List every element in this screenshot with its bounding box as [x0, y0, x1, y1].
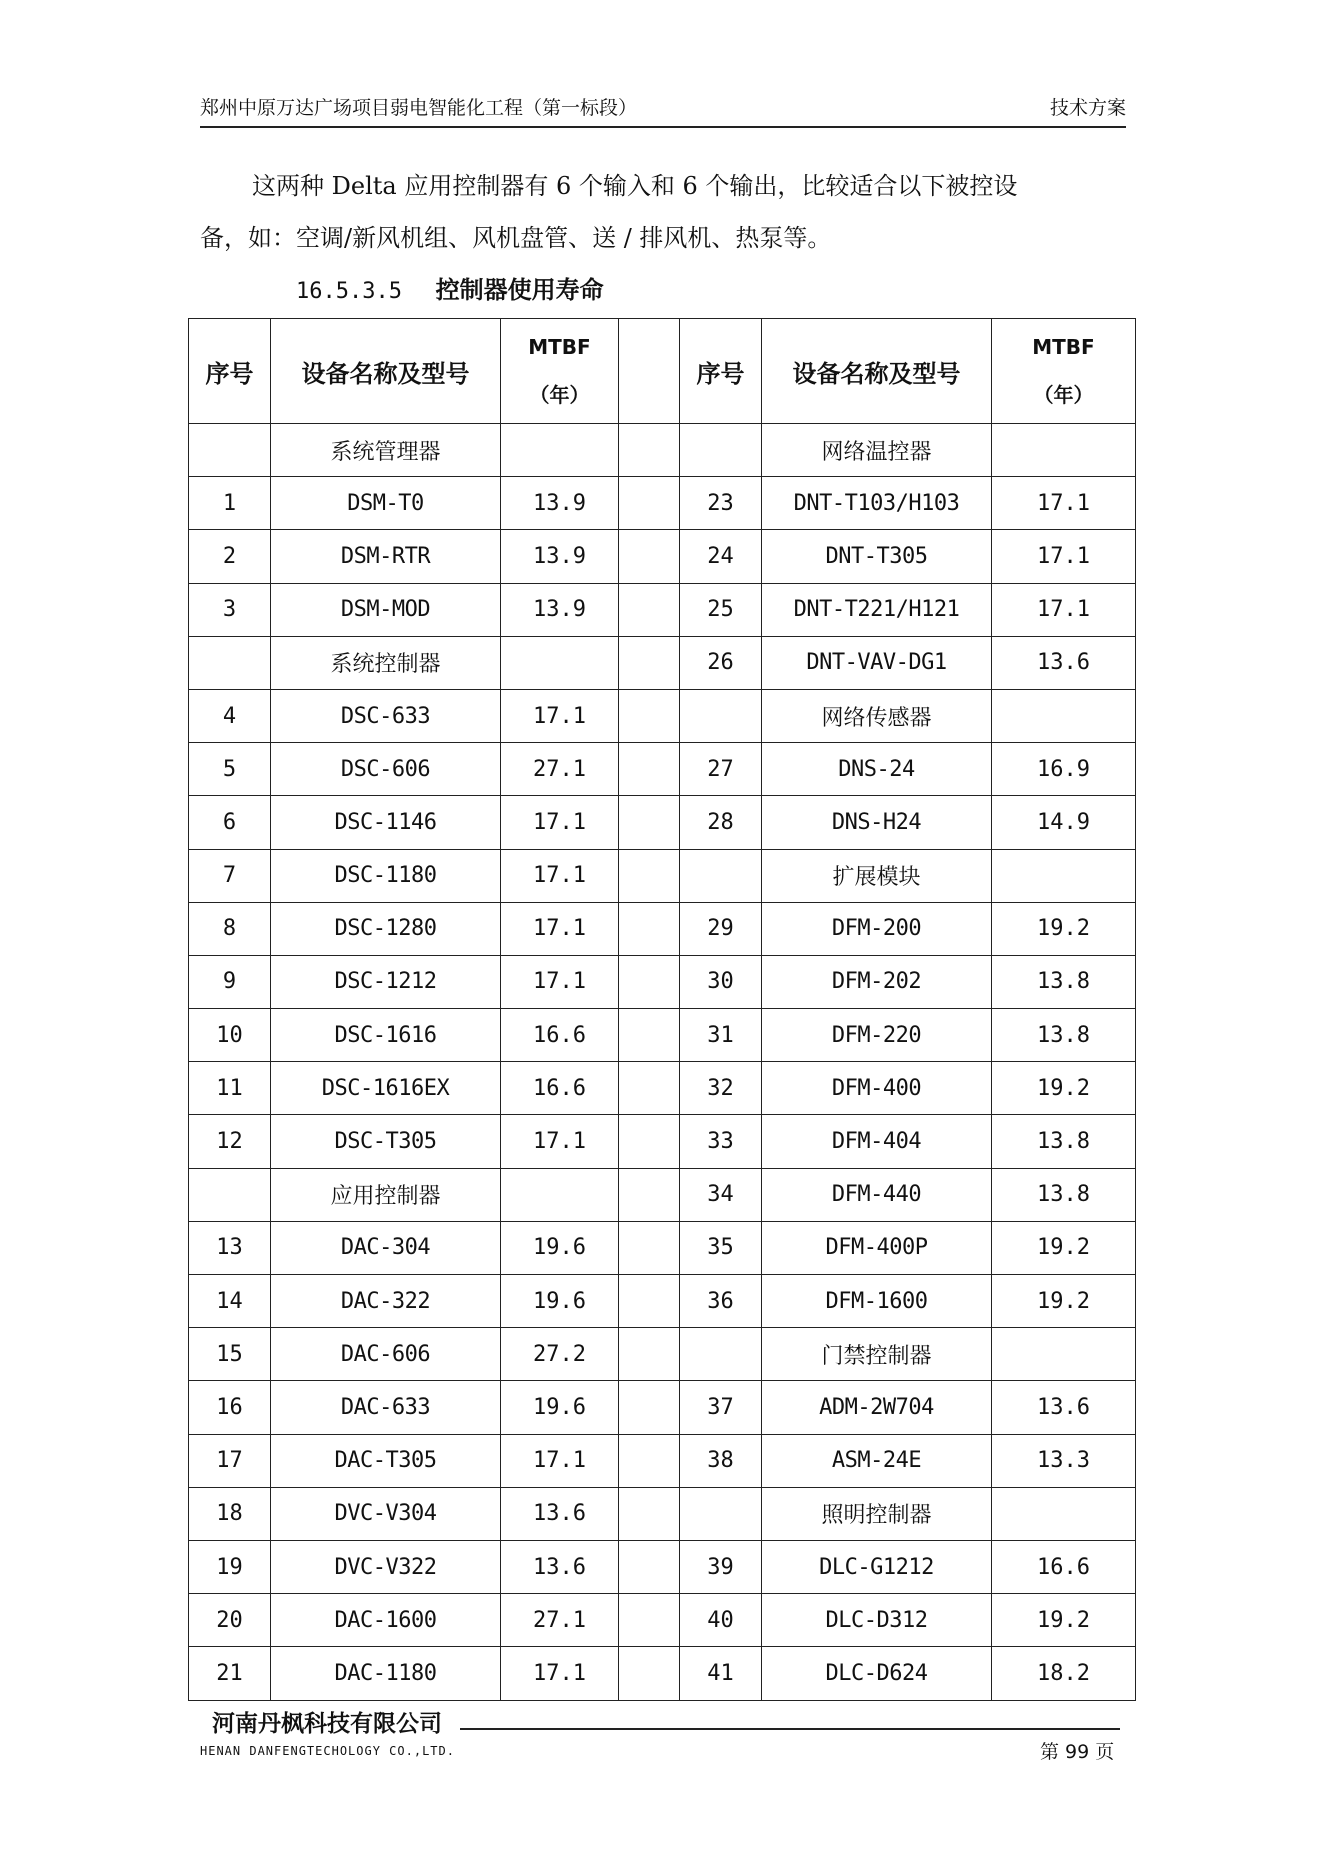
cell-no: 13 — [189, 1221, 271, 1274]
cell-mtbf: 17.1 — [501, 1647, 619, 1700]
cell-mtbf — [992, 1487, 1136, 1540]
cell-mtbf: 13.9 — [501, 530, 619, 583]
cell-name: DSM-MOD — [271, 583, 501, 636]
cell-no: 14 — [189, 1275, 271, 1328]
cell-name: DAC-1180 — [271, 1647, 501, 1700]
page-number: 第 99 页 — [1040, 1741, 1115, 1763]
cell-name: ASM-24E — [762, 1434, 992, 1487]
table-row — [189, 1540, 1136, 1593]
cell-name: DFM-400P — [762, 1221, 992, 1274]
table-row — [189, 424, 1136, 477]
section-number: 16.5.3.5 — [296, 279, 402, 304]
cell-name: DNS-24 — [762, 743, 992, 796]
table-row — [189, 849, 1136, 902]
cell-no: 12 — [189, 1115, 271, 1168]
cell-name: DLC-G1212 — [762, 1540, 992, 1593]
cell-spacer — [619, 1115, 680, 1168]
cell-mtbf — [501, 424, 619, 477]
cell-spacer — [619, 1487, 680, 1540]
cell-no: 23 — [680, 477, 762, 530]
cell-no: 26 — [680, 636, 762, 689]
cell-mtbf: 13.8 — [992, 955, 1136, 1008]
table-row — [189, 796, 1136, 849]
cell-mtbf: 13.6 — [501, 1540, 619, 1593]
cell-no: 2 — [189, 530, 271, 583]
cell-spacer — [619, 955, 680, 1008]
cell-no: 41 — [680, 1647, 762, 1700]
intro-line-1: 这两种 Delta 应用控制器有 6 个输入和 6 个输出，比较适合以下被控设 — [252, 172, 1018, 200]
cell-name: DFM-404 — [762, 1115, 992, 1168]
cell-no: 40 — [680, 1594, 762, 1647]
cell-no — [680, 1328, 762, 1381]
cell-name: DFM-440 — [762, 1168, 992, 1221]
cell-no: 34 — [680, 1168, 762, 1221]
cell-mtbf: 16.6 — [992, 1540, 1136, 1593]
cell-no — [189, 424, 271, 477]
controller-lifetime-table — [188, 318, 1136, 1701]
cell-no: 1 — [189, 477, 271, 530]
cell-name: DSC-1180 — [271, 849, 501, 902]
document-section-label: 技术方案 — [1049, 97, 1126, 119]
cell-name: DLC-D624 — [762, 1647, 992, 1700]
cell-name: DAC-322 — [271, 1275, 501, 1328]
cell-mtbf: 17.1 — [501, 902, 619, 955]
cell-name: 扩展模块 — [762, 849, 992, 902]
cell-no: 4 — [189, 689, 271, 742]
cell-no: 28 — [680, 796, 762, 849]
cell-no: 24 — [680, 530, 762, 583]
cell-mtbf — [501, 1168, 619, 1221]
cell-spacer — [619, 477, 680, 530]
cell-name: DVC-V322 — [271, 1540, 501, 1593]
cell-name: DSC-1616EX — [271, 1062, 501, 1115]
cell-name: DSC-606 — [271, 743, 501, 796]
table-row — [189, 530, 1136, 583]
header-mtbf-left — [501, 319, 619, 424]
cell-name: DFM-202 — [762, 955, 992, 1008]
cell-mtbf: 13.3 — [992, 1434, 1136, 1487]
cell-no: 16 — [189, 1381, 271, 1434]
cell-no: 20 — [189, 1594, 271, 1647]
cell-mtbf: 13.9 — [501, 583, 619, 636]
cell-no: 6 — [189, 796, 271, 849]
cell-no: 39 — [680, 1540, 762, 1593]
cell-no: 31 — [680, 1009, 762, 1062]
table-body — [189, 424, 1136, 1701]
document-title: 郑州中原万达广场项目弱电智能化工程（第一标段） — [200, 97, 638, 119]
table-row — [189, 689, 1136, 742]
cell-name: DSM-T0 — [271, 477, 501, 530]
cell-mtbf: 17.1 — [501, 849, 619, 902]
cell-spacer — [619, 424, 680, 477]
intro-line-2: 备，如：空调/新风机组、风机盘管、送 / 排风机、热泵等。 — [200, 224, 832, 252]
cell-spacer — [619, 1221, 680, 1274]
cell-no: 30 — [680, 955, 762, 1008]
cell-name: 应用控制器 — [271, 1168, 501, 1221]
header-mtbf-unit: （年） — [529, 383, 590, 407]
cell-spacer — [619, 1540, 680, 1593]
table-row — [189, 1009, 1136, 1062]
cell-name: 门禁控制器 — [762, 1328, 992, 1381]
cell-mtbf — [992, 689, 1136, 742]
cell-no: 18 — [189, 1487, 271, 1540]
cell-spacer — [619, 796, 680, 849]
header-no-right: 序号 — [680, 319, 762, 424]
cell-spacer — [619, 636, 680, 689]
cell-no — [680, 849, 762, 902]
table-row — [189, 1328, 1136, 1381]
cell-mtbf — [501, 636, 619, 689]
cell-mtbf: 13.6 — [992, 1381, 1136, 1434]
cell-no: 10 — [189, 1009, 271, 1062]
cell-spacer — [619, 1381, 680, 1434]
cell-spacer — [619, 1062, 680, 1115]
cell-mtbf: 18.2 — [992, 1647, 1136, 1700]
cell-no: 35 — [680, 1221, 762, 1274]
cell-no — [189, 1168, 271, 1221]
cell-name: DFM-1600 — [762, 1275, 992, 1328]
cell-mtbf — [992, 849, 1136, 902]
cell-name: 系统控制器 — [271, 636, 501, 689]
cell-mtbf: 13.8 — [992, 1009, 1136, 1062]
table-row — [189, 1487, 1136, 1540]
cell-name: DNT-T221/H121 — [762, 583, 992, 636]
table-row — [189, 1115, 1136, 1168]
footer-company-name: 河南丹枫科技有限公司 — [212, 1711, 442, 1737]
spacer-column — [619, 319, 680, 424]
cell-mtbf: 19.6 — [501, 1221, 619, 1274]
cell-mtbf: 27.2 — [501, 1328, 619, 1381]
header-name-right: 设备名称及型号 — [762, 319, 992, 424]
cell-no: 36 — [680, 1275, 762, 1328]
cell-mtbf: 19.2 — [992, 902, 1136, 955]
cell-mtbf — [992, 424, 1136, 477]
cell-mtbf: 13.9 — [501, 477, 619, 530]
cell-name: DAC-T305 — [271, 1434, 501, 1487]
table-row — [189, 955, 1136, 1008]
section-heading — [296, 270, 604, 305]
header-no-left: 序号 — [189, 319, 271, 424]
cell-spacer — [619, 1594, 680, 1647]
cell-mtbf: 17.1 — [992, 583, 1136, 636]
cell-name: DLC-D312 — [762, 1594, 992, 1647]
cell-no: 8 — [189, 902, 271, 955]
header-mtbf-label: MTBF — [528, 335, 591, 359]
cell-name: DAC-304 — [271, 1221, 501, 1274]
cell-spacer — [619, 1168, 680, 1221]
cell-name: 系统管理器 — [271, 424, 501, 477]
cell-no — [189, 636, 271, 689]
cell-mtbf: 17.1 — [501, 1434, 619, 1487]
cell-mtbf: 13.6 — [501, 1487, 619, 1540]
cell-name: DAC-1600 — [271, 1594, 501, 1647]
cell-spacer — [619, 849, 680, 902]
cell-name: 网络温控器 — [762, 424, 992, 477]
cell-no: 5 — [189, 743, 271, 796]
page-header — [200, 92, 1126, 128]
table-row — [189, 1647, 1136, 1700]
cell-mtbf: 17.1 — [501, 955, 619, 1008]
table-row — [189, 1434, 1136, 1487]
cell-mtbf: 17.1 — [501, 796, 619, 849]
cell-no — [680, 689, 762, 742]
cell-mtbf — [992, 1328, 1136, 1381]
cell-mtbf: 19.6 — [501, 1381, 619, 1434]
cell-name: DSC-1280 — [271, 902, 501, 955]
table-row — [189, 583, 1136, 636]
cell-name: DSC-1212 — [271, 955, 501, 1008]
cell-spacer — [619, 530, 680, 583]
cell-mtbf: 13.6 — [992, 636, 1136, 689]
cell-name: DAC-606 — [271, 1328, 501, 1381]
footer-divider — [460, 1728, 1120, 1730]
cell-mtbf: 19.2 — [992, 1221, 1136, 1274]
cell-mtbf: 27.1 — [501, 743, 619, 796]
cell-no: 38 — [680, 1434, 762, 1487]
cell-name: DFM-400 — [762, 1062, 992, 1115]
header-mtbf-label: MTBF — [1032, 335, 1095, 359]
cell-name: DSM-RTR — [271, 530, 501, 583]
footer-company-english: HENAN DANFENGTECHOLOGY CO.,LTD. — [200, 1744, 455, 1758]
cell-name: 照明控制器 — [762, 1487, 992, 1540]
cell-spacer — [619, 902, 680, 955]
cell-no: 37 — [680, 1381, 762, 1434]
table-row — [189, 743, 1136, 796]
table-row — [189, 1594, 1136, 1647]
cell-mtbf: 17.1 — [992, 530, 1136, 583]
cell-mtbf: 13.8 — [992, 1115, 1136, 1168]
cell-mtbf: 19.2 — [992, 1594, 1136, 1647]
cell-no: 32 — [680, 1062, 762, 1115]
header-mtbf-unit: （年） — [1033, 383, 1094, 407]
cell-mtbf: 19.6 — [501, 1275, 619, 1328]
table-row — [189, 902, 1136, 955]
cell-mtbf: 14.9 — [992, 796, 1136, 849]
cell-no: 3 — [189, 583, 271, 636]
cell-no: 25 — [680, 583, 762, 636]
cell-spacer — [619, 583, 680, 636]
table-row — [189, 1381, 1136, 1434]
table-row — [189, 636, 1136, 689]
cell-mtbf: 17.1 — [501, 1115, 619, 1168]
cell-name: DNT-T305 — [762, 530, 992, 583]
cell-no: 33 — [680, 1115, 762, 1168]
cell-no: 15 — [189, 1328, 271, 1381]
header-mtbf-right — [992, 319, 1136, 424]
cell-mtbf: 17.1 — [992, 477, 1136, 530]
cell-mtbf: 13.8 — [992, 1168, 1136, 1221]
table-row — [189, 1221, 1136, 1274]
cell-no: 27 — [680, 743, 762, 796]
cell-mtbf: 19.2 — [992, 1275, 1136, 1328]
cell-name: DSC-1616 — [271, 1009, 501, 1062]
section-title: 控制器使用寿命 — [435, 276, 604, 304]
cell-no: 11 — [189, 1062, 271, 1115]
cell-mtbf: 17.1 — [501, 689, 619, 742]
cell-name: DSC-633 — [271, 689, 501, 742]
cell-spacer — [619, 1328, 680, 1381]
cell-no: 19 — [189, 1540, 271, 1593]
cell-mtbf: 16.6 — [501, 1062, 619, 1115]
cell-mtbf: 16.6 — [501, 1009, 619, 1062]
cell-no: 29 — [680, 902, 762, 955]
cell-mtbf: 19.2 — [992, 1062, 1136, 1115]
cell-name: 网络传感器 — [762, 689, 992, 742]
cell-name: ADM-2W704 — [762, 1381, 992, 1434]
table-row — [189, 477, 1136, 530]
cell-name: DFM-200 — [762, 902, 992, 955]
cell-spacer — [619, 1434, 680, 1487]
cell-spacer — [619, 1275, 680, 1328]
intro-paragraph — [200, 160, 1126, 264]
cell-mtbf: 27.1 — [501, 1594, 619, 1647]
table-row — [189, 1168, 1136, 1221]
cell-name: DSC-T305 — [271, 1115, 501, 1168]
cell-no — [680, 1487, 762, 1540]
cell-name: DSC-1146 — [271, 796, 501, 849]
cell-name: DNT-VAV-DG1 — [762, 636, 992, 689]
cell-no: 21 — [189, 1647, 271, 1700]
cell-mtbf: 16.9 — [992, 743, 1136, 796]
table-header-row — [189, 319, 1136, 424]
table-row — [189, 1062, 1136, 1115]
cell-no — [680, 424, 762, 477]
cell-no: 9 — [189, 955, 271, 1008]
cell-name: DAC-633 — [271, 1381, 501, 1434]
cell-name: DNS-H24 — [762, 796, 992, 849]
cell-name: DVC-V304 — [271, 1487, 501, 1540]
cell-spacer — [619, 1647, 680, 1700]
cell-no: 17 — [189, 1434, 271, 1487]
cell-spacer — [619, 743, 680, 796]
header-name-left: 设备名称及型号 — [271, 319, 501, 424]
cell-spacer — [619, 689, 680, 742]
cell-name: DNT-T103/H103 — [762, 477, 992, 530]
cell-spacer — [619, 1009, 680, 1062]
cell-no: 7 — [189, 849, 271, 902]
cell-name: DFM-220 — [762, 1009, 992, 1062]
table-row — [189, 1275, 1136, 1328]
